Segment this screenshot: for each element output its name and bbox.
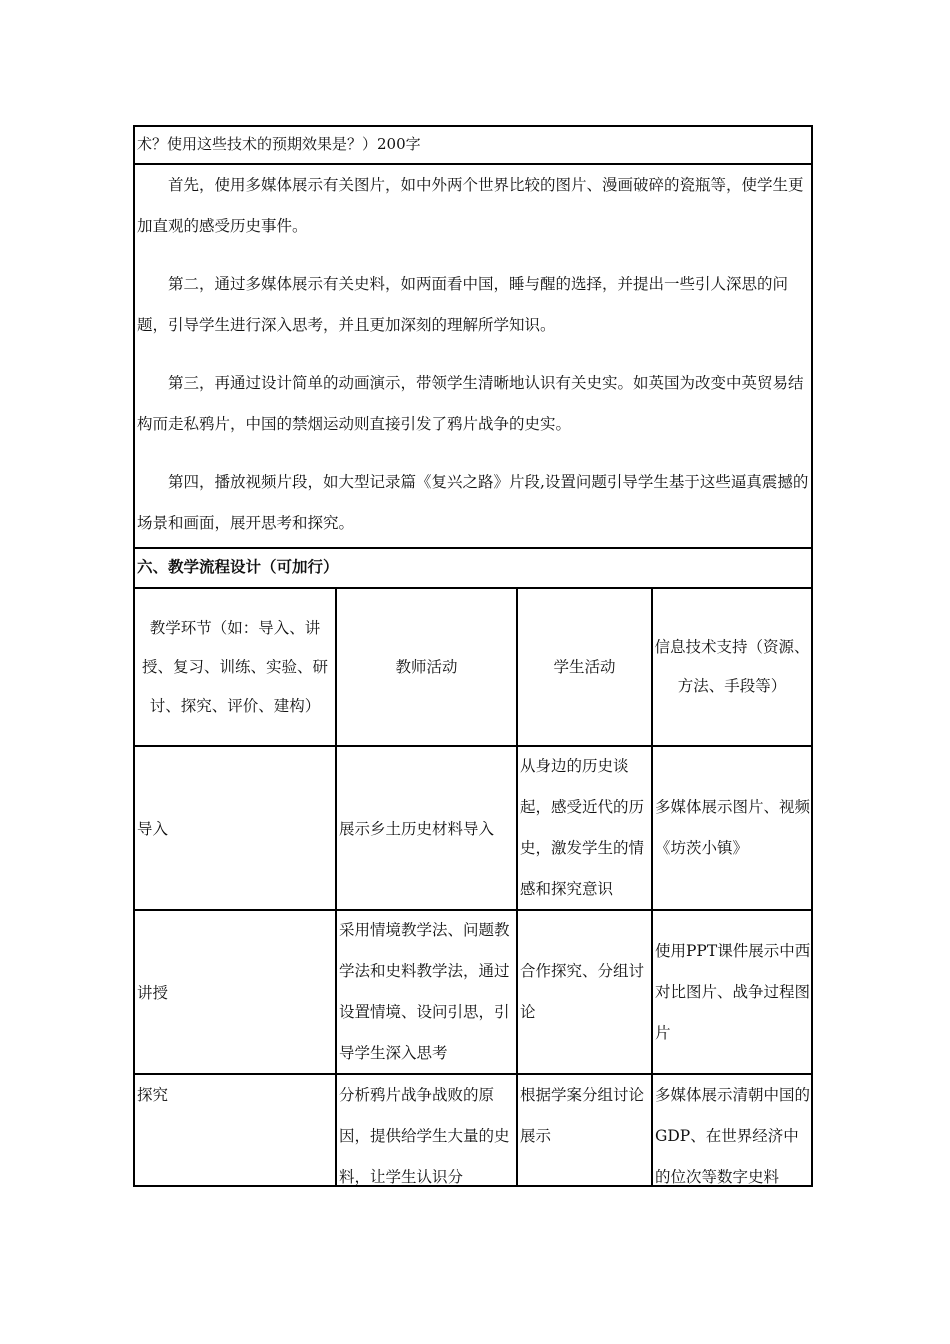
row-1-tech: 多媒体展示图片、视频《坊茨小镇》 [653, 747, 811, 911]
row-2-student: 合作探究、分组讨论 [518, 911, 653, 1075]
section-title: 六、教学流程设计（可加行） [135, 549, 811, 589]
row-1-teacher: 展示乡土历史材料导入 [337, 747, 518, 911]
row-1-student: 从身边的历史谈起，感受近代的历史，激发学生的情感和探究意识 [518, 747, 653, 911]
row-3-stage: 探究 [135, 1075, 337, 1185]
row-2-stage: 讲授 [135, 911, 337, 1075]
header-tech: 信息技术支持（资源、方法、手段等） [653, 589, 811, 747]
header-student: 学生活动 [518, 589, 653, 747]
row-3-teacher: 分析鸦片战争战败的原因，提供给学生大量的史料，让学生认识分 [337, 1075, 518, 1185]
answer-block [135, 165, 811, 549]
answer-paragraph-4: 第四，播放视频片段，如大型记录篇《复兴之路》片段,设置问题引导学生基于这些逼真震撼的场景和画面，展开思考和探究。 [137, 473, 809, 532]
lesson-plan-form [133, 125, 813, 1187]
answer-paragraph-2: 第二，通过多媒体展示有关史料，如两面看中国，睡与醒的选择，并提出一些引人深思的问题，引导学生进行深入思考，并且更加深刻的理解所学知识。 [137, 275, 789, 334]
row-3-tech: 多媒体展示清朝中国的GDP、在世界经济中的位次等数字史料 [655, 1086, 811, 1185]
answer-paragraph-3: 第三，再通过设计简单的动画演示，带领学生清晰地认识有关史实。如英国为改变中英贸易结构而走私鸦片，中国的禁烟运动则直接引发了鸦片战争的史实。 [137, 374, 804, 433]
question-text: 术？使用这些技术的预期效果是？）200字 [135, 127, 811, 165]
header-stage: 教学环节（如：导入、讲授、复习、训练、实验、研讨、探究、评价、建构） [135, 589, 337, 747]
teaching-flow-table [135, 589, 811, 1185]
answer-paragraph-1: 首先，使用多媒体展示有关图片，如中外两个世界比较的图片、漫画破碎的瓷瓶等，使学生更加直观的感受历史事件。 [137, 176, 804, 235]
row-2-teacher: 采用情境教学法、问题教学法和史料教学法，通过设置情境、设问引思，引导学生深入思考 [337, 911, 518, 1075]
row-2-tech: 使用PPT课件展示中西对比图片、战争过程图片 [653, 911, 811, 1075]
row-3-student: 根据学案分组讨论展示 [518, 1075, 653, 1185]
row-1-stage: 导入 [135, 747, 337, 911]
header-teacher: 教师活动 [337, 589, 518, 747]
